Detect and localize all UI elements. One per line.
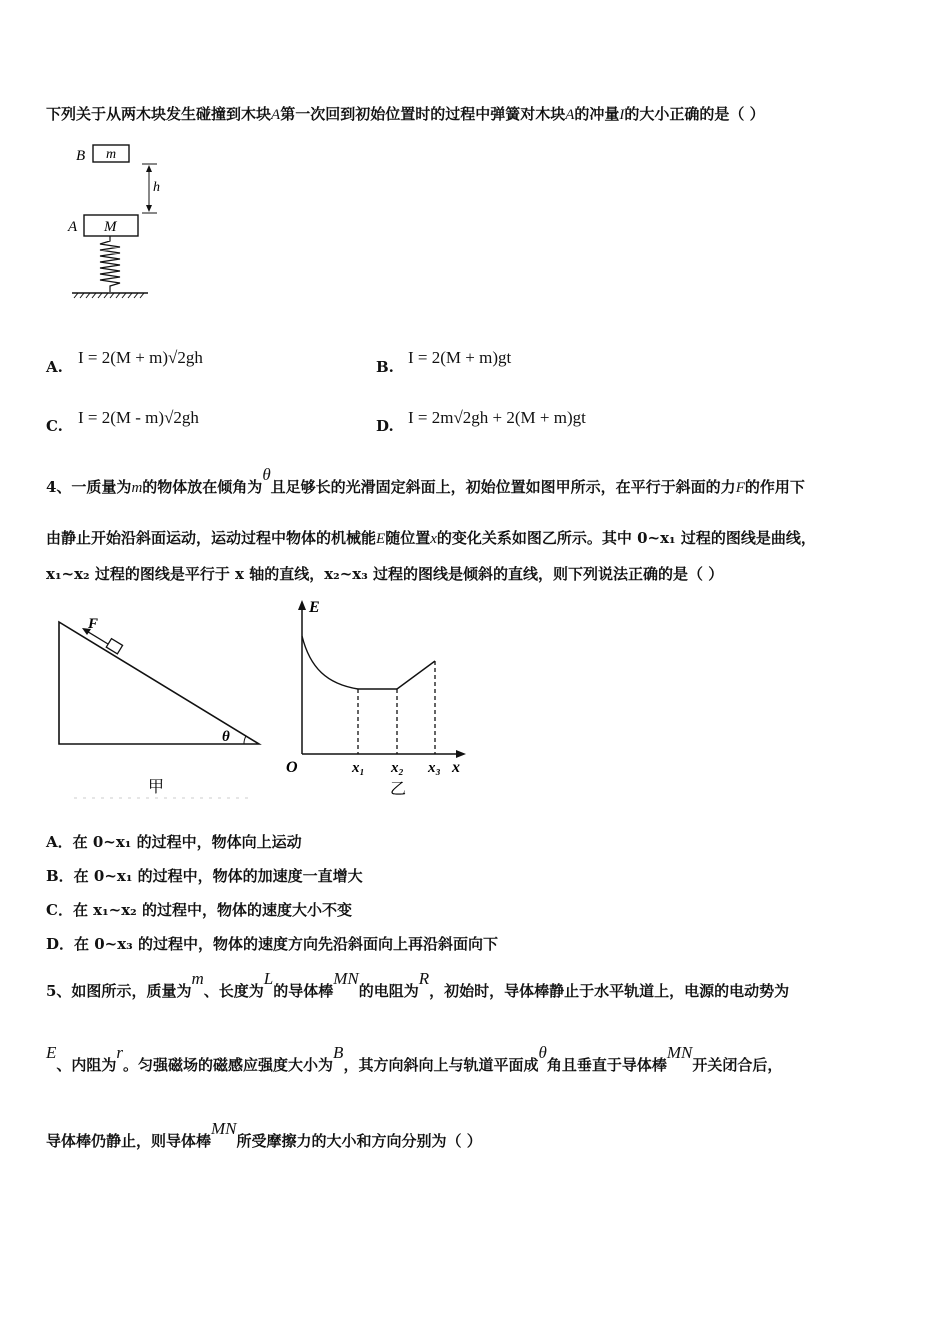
q5-l1-c: 的导体棒 <box>273 982 334 1000</box>
q3-option-B-formula[interactable]: I = 2(M + m)gt <box>408 348 512 367</box>
q5-l3-a: 导体棒仍静止，则导体棒 <box>46 1132 212 1150</box>
q5-l2-a: 、内阻为 <box>56 1056 117 1074</box>
q4-l1-a: 4、一质量为 <box>46 478 132 496</box>
q3-option-B-label[interactable]: B. <box>376 358 394 376</box>
q3-spring-figure <box>60 138 160 303</box>
axis-label-O: O <box>286 759 298 776</box>
q5-var-MN-3: MN <box>211 1119 237 1138</box>
tick-label-x1: x₁ <box>352 760 365 776</box>
q5-var-MN: MN <box>333 969 359 988</box>
q4-l2-b: 随位置 <box>385 529 431 547</box>
q5-stem-line3 <box>46 1119 482 1151</box>
q4-l2-c: 的变化关系如图乙所示。其中 0~x₁ 过程的图线是曲线， <box>436 529 816 547</box>
label-M: M <box>104 219 117 235</box>
q5-l2-b: 。匀强磁场的磁感应强度大小为 <box>123 1056 334 1074</box>
q4-var-F: F <box>735 480 745 496</box>
axis-label-E: E <box>309 599 320 616</box>
label-h: h <box>153 180 160 195</box>
label-theta: θ <box>222 729 230 745</box>
q5-var-B: B <box>333 1043 344 1062</box>
q3-stem <box>46 103 765 124</box>
q5-var-E: E <box>46 1043 57 1062</box>
caption-yi: 乙 <box>390 781 407 798</box>
E-axis-arrow <box>298 600 306 610</box>
label-F: F <box>88 616 99 632</box>
incline-triangle <box>59 622 259 744</box>
q5-l2-e: 开关闭合后， <box>692 1056 783 1074</box>
q3-option-D-formula[interactable]: I = 2m√2gh + 2(M + m)gt <box>408 408 586 427</box>
label-B: B <box>76 148 86 164</box>
q5-l1-d: 的电阻为 <box>358 982 419 1000</box>
q4-figure-yi <box>282 596 472 802</box>
q3-var-I: I <box>619 107 625 123</box>
q3-var-A-2: A <box>565 107 575 123</box>
q3-stem-part4: 的大小正确的是（ ） <box>624 105 765 123</box>
q3-stem-part1: 下列关于从两木块发生碰撞到木块 <box>46 105 272 123</box>
q4-option-D[interactable]: D．在 0~x₃ 的过程中，物体的速度方向先沿斜面向上再沿斜面向下 <box>46 935 498 953</box>
ground-hatch <box>74 293 144 298</box>
h-arrow-down <box>146 205 152 212</box>
q3-stem-part2: 第一次回到初始位置时的过程中弹簧对木块 <box>280 105 566 123</box>
q4-stem-line1 <box>46 465 805 497</box>
q5-l1-a: 5、如图所示，质量为 <box>46 982 192 1000</box>
q3-var-A: A <box>271 107 281 123</box>
q5-l1-b: 、长度为 <box>203 982 264 1000</box>
q3-option-C-formula[interactable]: I = 2(M - m)√2gh <box>78 408 199 427</box>
h-arrow-up <box>146 165 152 172</box>
q5-var-r: r <box>116 1043 124 1062</box>
q4-l1-d: 的作用下 <box>744 478 805 496</box>
q4-l1-b: 的物体放在倾角为 <box>142 478 263 496</box>
spring <box>100 236 120 292</box>
E-curve-segment-1 <box>302 636 358 689</box>
q3-option-D-label[interactable]: D. <box>376 417 394 435</box>
q5-var-m: m <box>191 969 204 988</box>
x-axis-arrow <box>456 750 466 758</box>
tick-label-x2: x₂ <box>391 760 404 776</box>
q5-var-theta: θ <box>538 1043 547 1062</box>
q3-option-A-label[interactable]: A. <box>46 358 63 376</box>
label-m: m <box>106 147 117 162</box>
q5-var-R: R <box>418 969 430 988</box>
q4-option-C[interactable]: C．在 x₁~x₂ 的过程中，物体的速度大小不变 <box>46 901 352 919</box>
caption-jia: 甲 <box>148 779 165 796</box>
angle-arc <box>244 736 246 744</box>
q3-option-C-label[interactable]: C. <box>46 417 63 435</box>
q4-var-m: m <box>131 480 143 496</box>
axis-label-x: x <box>452 759 460 776</box>
q4-var-x: x <box>430 531 437 547</box>
q4-stem-line3: x₁~x₂ 过程的图线是平行于 x 轴的直线，x₂~x₃ 过程的图线是倾斜的直线，则下列说法正确的是（ ） <box>46 565 724 583</box>
q5-l2-d: 角且垂直于导体棒 <box>546 1056 667 1074</box>
q5-var-L: L <box>263 969 274 988</box>
E-rising-segment-3 <box>397 661 435 689</box>
q5-l1-e: ，初始时，导体棒静止于水平轨道上，电源的电动势为 <box>429 982 790 1000</box>
q3-stem-part3: 的冲量 <box>574 105 620 123</box>
q4-stem-line2 <box>46 527 816 548</box>
q5-l3-b: 所受摩擦力的大小和方向分别为（ ） <box>236 1132 482 1150</box>
q4-option-B[interactable]: B．在 0~x₁ 的过程中，物体的加速度一直增大 <box>46 867 363 885</box>
q4-option-A[interactable]: A．在 0~x₁ 的过程中，物体向上运动 <box>46 833 302 851</box>
q4-l2-a: 由静止开始沿斜面运动，运动过程中物体的机械能 <box>46 529 377 547</box>
q4-var-E: E <box>376 531 386 547</box>
q5-var-MN-2: MN <box>666 1043 693 1062</box>
q4-figure-jia <box>44 610 274 802</box>
q5-l2-c: ，其方向斜向上与轨道平面成 <box>343 1056 539 1074</box>
q3-option-A-formula[interactable]: I = 2(M + m)√2gh <box>78 348 203 367</box>
label-A: A <box>68 219 78 235</box>
q4-var-theta: θ <box>262 465 271 484</box>
q5-stem-line1 <box>46 969 790 1001</box>
q4-l1-c: 且足够长的光滑固定斜面上，初始位置如图甲所示，在平行于斜面的力 <box>270 478 736 496</box>
tick-label-x3: x₃ <box>428 760 441 776</box>
q5-stem-line2 <box>46 1043 783 1075</box>
